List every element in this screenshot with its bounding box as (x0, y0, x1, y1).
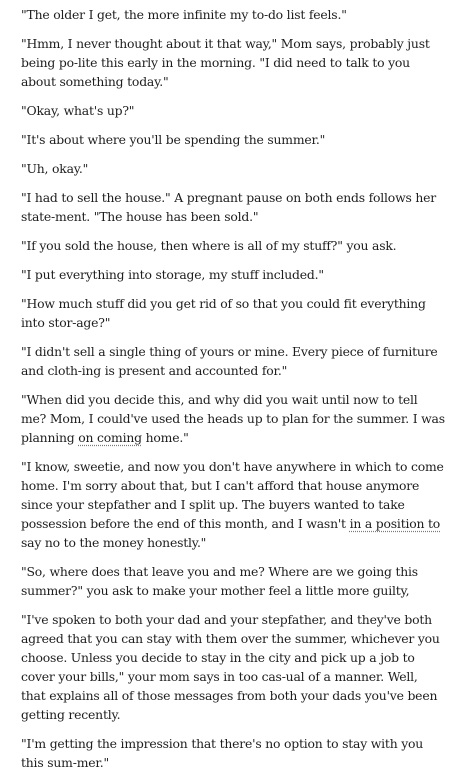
paragraph-12-text-after: say no to the money honestly." (21, 535, 207, 550)
paragraph-14: "I've spoken to both your dad and your stepfather, and they've both agreed that you can stay with them over the summer, whichever you choose. Unless you decide to stay in the city and pick up a job to cover your bills," your mom says in too cas-ual of a manner. Well, that explains all of those messages from both your dads you've been getting recently. (21, 612, 440, 722)
paragraph-4: "It's about where you'll be spending the summer." (21, 132, 326, 147)
paragraph-8: "I put everything into storage, my stuff included." (21, 267, 324, 282)
paragraph-1: "The older I get, the more infinite my to-do list feels." (21, 7, 347, 22)
dotted-underlined-phrase: in a position to (349, 516, 441, 531)
paragraph-5: "Uh, okay." (21, 161, 89, 176)
paragraph-13: "So, where does that leave you and me? Where are we going this summer?" you ask to make your mother feel a little more guilty, (21, 564, 418, 598)
paragraph-9: "How much stuff did you get rid of so that you could fit everything into stor-age?" (21, 296, 426, 330)
paragraph-11 (21, 390, 445, 447)
paragraph-11-text-before: "When did you decide this, and why did you wait until now to tell me? Mom, I could've used the heads up to plan for the summer. I was planning (21, 392, 445, 445)
paragraph-2: "Hmm, I never thought about it that way," Mom says, probably just being po-lite this early in the morning. "I did need to talk to you about something today." (21, 36, 430, 89)
paragraph-6: "I had to sell the house." A pregnant pause on both ends follows her state-ment. "The house has been sold." (21, 190, 437, 224)
paragraph-12 (21, 457, 445, 552)
paragraph-10: "I didn't sell a single thing of yours or mine. Every piece of furniture and cloth-ing is present and accounted for." (21, 344, 438, 378)
paragraph-15: "I'm getting the impression that there's no option to stay with you this sum-mer." (21, 736, 424, 770)
paragraph-11-text-after: home." (141, 430, 189, 445)
paragraph-3: "Okay, what's up?" (21, 103, 135, 118)
paragraph-7: "If you sold the house, then where is all of my stuff?" you ask. (21, 238, 397, 253)
paragraph-12-text-before: "I know, sweetie, and now you don't have anywhere in which to come home. I'm sorry about that, but I can't afford that house anymore since your stepfather and I split up. The buyers wanted to take possession before the end of this month, and I wasn't (21, 459, 444, 531)
dotted-underlined-phrase: on coming (78, 430, 142, 445)
